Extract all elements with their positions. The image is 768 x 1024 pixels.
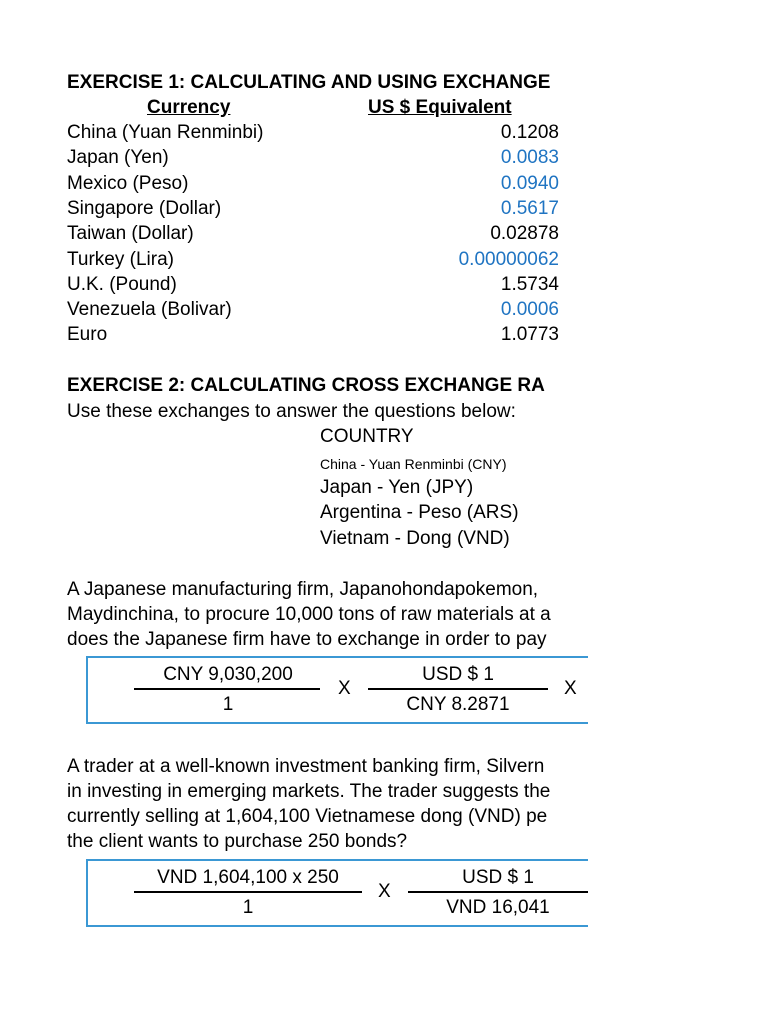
usd-equivalent-value: 0.02878 [490, 223, 559, 245]
usd-equivalent-value: 0.5617 [500, 197, 559, 219]
calculation-box-2 [86, 859, 588, 927]
currency-name: China (Yuan Renminbi) [67, 122, 264, 143]
country-item: Japan - Yen (JPY) [320, 477, 474, 498]
calc1-multiply-operator-2: X [564, 678, 577, 699]
calc2-numerator-2: USD $ 1 [462, 867, 534, 888]
calc2-denominator-2: VND 16,041 [446, 897, 550, 918]
question2-line: the client wants to purchase 250 bonds? [67, 831, 408, 852]
currency-name: Taiwan (Dollar) [67, 223, 194, 245]
country-item: Argentina - Peso (ARS) [320, 502, 519, 523]
calc2-denominator-1: 1 [242, 897, 254, 918]
question2-line: currently selling at 1,604,100 Vietnamese dong (VND) pe [67, 806, 548, 827]
calc2-fraction-line-2 [408, 891, 588, 893]
question1-line: does the Japanese firm have to exchange in order to pay [67, 629, 547, 650]
calc1-multiply-operator: X [338, 678, 351, 699]
currency-name: Mexico (Peso) [67, 172, 189, 194]
calc2-multiply-operator: X [378, 881, 391, 902]
question1-line: Maydinchina, to procure 10,000 tons of raw materials at a [67, 604, 551, 625]
currency-name: Turkey (Lira) [67, 248, 174, 270]
usd-equivalent-value: 0.0006 [500, 299, 559, 321]
calc2-numerator-1: VND 1,604,100 x 250 [157, 867, 339, 888]
calc1-fraction-line-1 [134, 688, 320, 690]
question2-line: in investing in emerging markets. The trader suggests the [67, 781, 551, 802]
calc2-fraction-line-1 [134, 891, 362, 893]
calc1-denominator-1: 1 [222, 694, 234, 715]
usd-equivalent-value: 1.5734 [500, 273, 559, 295]
exercise2-intro: Use these exchanges to answer the questions below: [67, 401, 516, 422]
calculation-box-1 [86, 656, 588, 724]
currency-name: Euro [67, 324, 108, 346]
currency-name: Singapore (Dollar) [67, 197, 222, 219]
usd-equivalent-value: 0.0940 [500, 172, 559, 194]
calc1-numerator-1: CNY 9,030,200 [163, 664, 293, 685]
currency-name: Japan (Yen) [67, 147, 169, 169]
usd-equivalent-value: 0.1208 [500, 122, 559, 143]
currency-name: U.K. (Pound) [67, 273, 177, 295]
calc1-denominator-2: CNY 8.2871 [406, 694, 510, 715]
question1-line: A Japanese manufacturing firm, Japanohondapokemon, [67, 579, 539, 600]
currency-name: Venezuela (Bolivar) [67, 299, 232, 321]
calc1-fraction-line-2 [368, 688, 548, 690]
exercise2-heading: EXERCISE 2: CALCULATING CROSS EXCHANGE RA [67, 375, 545, 396]
question2-line: A trader at a well-known investment banking firm, Silvern [67, 756, 545, 777]
exercise1-heading: EXERCISE 1: CALCULATING AND USING EXCHANGE [67, 72, 551, 93]
country-header: COUNTRY [320, 426, 414, 447]
country-item: China - Yuan Renminbi (CNY) [320, 456, 507, 472]
usd-equivalent-column-header: US $ Equivalent [368, 97, 512, 118]
usd-equivalent-value: 0.00000062 [458, 248, 559, 270]
calc1-numerator-2: USD $ 1 [422, 664, 494, 685]
currency-column-header: Currency [147, 97, 231, 118]
usd-equivalent-value: 1.0773 [500, 324, 559, 346]
country-item: Vietnam - Dong (VND) [320, 528, 510, 549]
usd-equivalent-value: 0.0083 [500, 147, 559, 169]
